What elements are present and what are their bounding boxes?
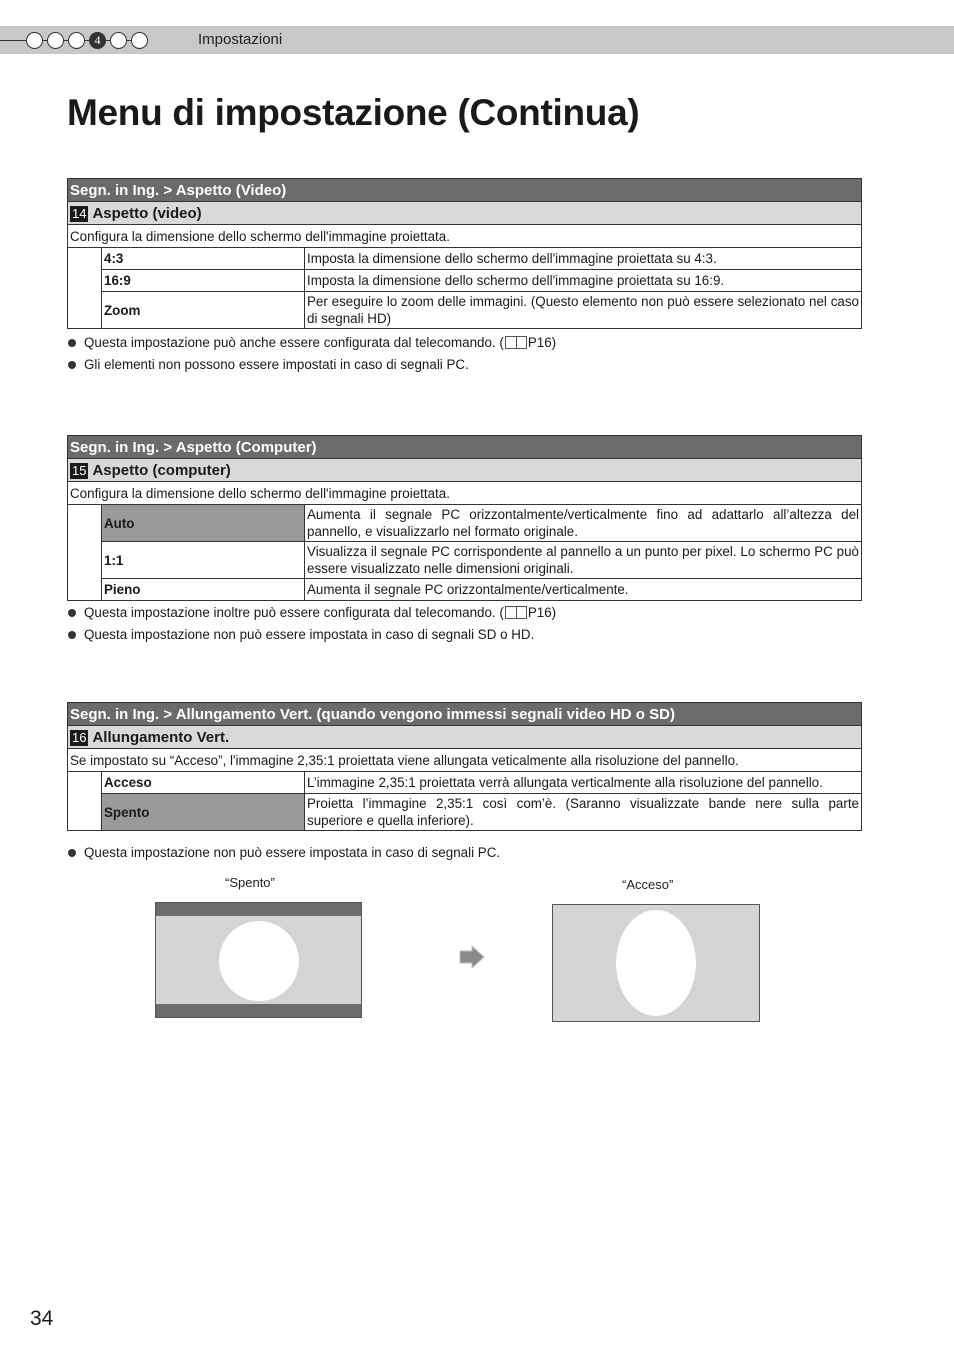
step-circle bbox=[110, 32, 127, 49]
option-description: Proietta l’immagine 2,35:1 così com’è. (Saranno visualizzate bande nere sulla parte superiore e quella inferiore). bbox=[305, 794, 862, 831]
step-circle bbox=[47, 32, 64, 49]
option-description: Visualizza il segnale PC corrispondente al pannello a un punto per pixel. Lo schermo PC può essere visualizzato nelle dimensioni originali. bbox=[305, 542, 862, 579]
note-text: P16) bbox=[527, 335, 557, 350]
item-label: Aspetto (computer) bbox=[92, 461, 231, 479]
note-text: Questa impostazione non può essere impostata in caso di segnali PC. bbox=[84, 845, 501, 860]
option-name: 16:9 bbox=[102, 270, 305, 292]
item-description: Configura la dimensione dello schermo dell'immagine proiettata. bbox=[68, 225, 862, 248]
indent-cell bbox=[68, 772, 102, 831]
item-description: Se impostato su “Acceso”, l'immagine 2,35:1 proiettata viene allungata veticalmente alla risoluzione del pannello. bbox=[68, 749, 862, 772]
option-description: Per eseguire lo zoom delle immagini. (Questo elemento non può essere selezionato nel caso di segnali HD) bbox=[305, 292, 862, 329]
option-description: Aumenta il segnale PC orizzontalmente/verticalmente fino ad adattarlo all’altezza del pannello, e visualizzarlo nel formato originale. bbox=[305, 505, 862, 542]
option-description: L’immagine 2,35:1 proiettata verrà allungata verticalmente alla risoluzione del pannello. bbox=[305, 772, 862, 794]
screen-acceso-illustration bbox=[552, 904, 760, 1022]
note bbox=[68, 335, 556, 350]
option-name: Acceso bbox=[102, 772, 305, 794]
note-text: P16) bbox=[527, 605, 557, 620]
table-header: Segn. in Ing. > Aspetto (Computer) bbox=[68, 436, 862, 459]
item-number: 16 bbox=[72, 729, 87, 745]
circle-image bbox=[219, 921, 299, 1001]
indent-cell bbox=[68, 248, 102, 329]
note bbox=[68, 627, 534, 642]
settings-table-vertical-stretch bbox=[67, 702, 862, 831]
bullet-icon bbox=[68, 609, 76, 617]
manual-reference-icon bbox=[505, 606, 527, 619]
option-name: Pieno bbox=[102, 579, 305, 601]
step-circle bbox=[131, 32, 148, 49]
black-band-bottom bbox=[156, 1004, 361, 1017]
note-text: Questa impostazione può anche essere configurata dal telecomando. ( bbox=[84, 335, 504, 350]
caption-spento: “Spento” bbox=[225, 875, 275, 890]
step-indicator bbox=[26, 30, 148, 50]
page-number: 34 bbox=[30, 1307, 54, 1330]
note bbox=[68, 605, 556, 620]
step-circle bbox=[26, 32, 43, 49]
section-name: Impostazioni bbox=[198, 31, 283, 48]
item-label: Aspetto (video) bbox=[92, 204, 202, 222]
option-name: 1:1 bbox=[102, 542, 305, 579]
option-description: Imposta la dimensione dello schermo dell'immagine proiettata su 4:3. bbox=[305, 248, 862, 270]
stretched-ellipse-image bbox=[616, 910, 696, 1016]
item-number: 15 bbox=[72, 462, 87, 478]
option-description: Aumenta il segnale PC orizzontalmente/verticalmente. bbox=[305, 579, 862, 601]
caption-acceso: “Acceso” bbox=[622, 877, 674, 892]
step-circle-active: 4 bbox=[89, 32, 106, 49]
bullet-icon bbox=[68, 339, 76, 347]
bullet-icon bbox=[68, 849, 76, 857]
arrow-right-icon bbox=[458, 943, 486, 971]
manual-reference-icon bbox=[505, 336, 527, 349]
page-title: Menu di impostazione (Continua) bbox=[67, 92, 640, 133]
settings-table-aspect-video bbox=[67, 178, 862, 329]
screen-spento-illustration bbox=[155, 902, 362, 1018]
note bbox=[68, 357, 469, 372]
note-text: Questa impostazione non può essere impostata in caso di segnali SD o HD. bbox=[84, 627, 535, 642]
note-text: Questa impostazione inoltre può essere configurata dal telecomando. ( bbox=[84, 605, 504, 620]
option-name: Auto bbox=[102, 505, 305, 542]
bullet-icon bbox=[68, 361, 76, 369]
bullet-icon bbox=[68, 631, 76, 639]
black-band-top bbox=[156, 903, 361, 916]
item-description: Configura la dimensione dello schermo dell'immagine proiettata. bbox=[68, 482, 862, 505]
option-name: Spento bbox=[102, 794, 305, 831]
option-name: 4:3 bbox=[102, 248, 305, 270]
note bbox=[68, 845, 500, 860]
indent-cell bbox=[68, 505, 102, 601]
item-title bbox=[68, 459, 862, 482]
table-header: Segn. in Ing. > Aspetto (Video) bbox=[68, 179, 862, 202]
item-title bbox=[68, 202, 862, 225]
item-title bbox=[68, 726, 862, 749]
settings-table-aspect-computer bbox=[67, 435, 862, 601]
item-label: Allungamento Vert. bbox=[92, 728, 230, 746]
item-number: 14 bbox=[72, 205, 87, 221]
step-circle bbox=[68, 32, 85, 49]
table-header: Segn. in Ing. > Allungamento Vert. (quando vengono immessi segnali video HD o SD) bbox=[68, 703, 862, 726]
option-description: Imposta la dimensione dello schermo dell'immagine proiettata su 16:9. bbox=[305, 270, 862, 292]
note-text: Gli elementi non possono essere impostati in caso di segnali PC. bbox=[84, 357, 469, 372]
option-name: Zoom bbox=[102, 292, 305, 329]
